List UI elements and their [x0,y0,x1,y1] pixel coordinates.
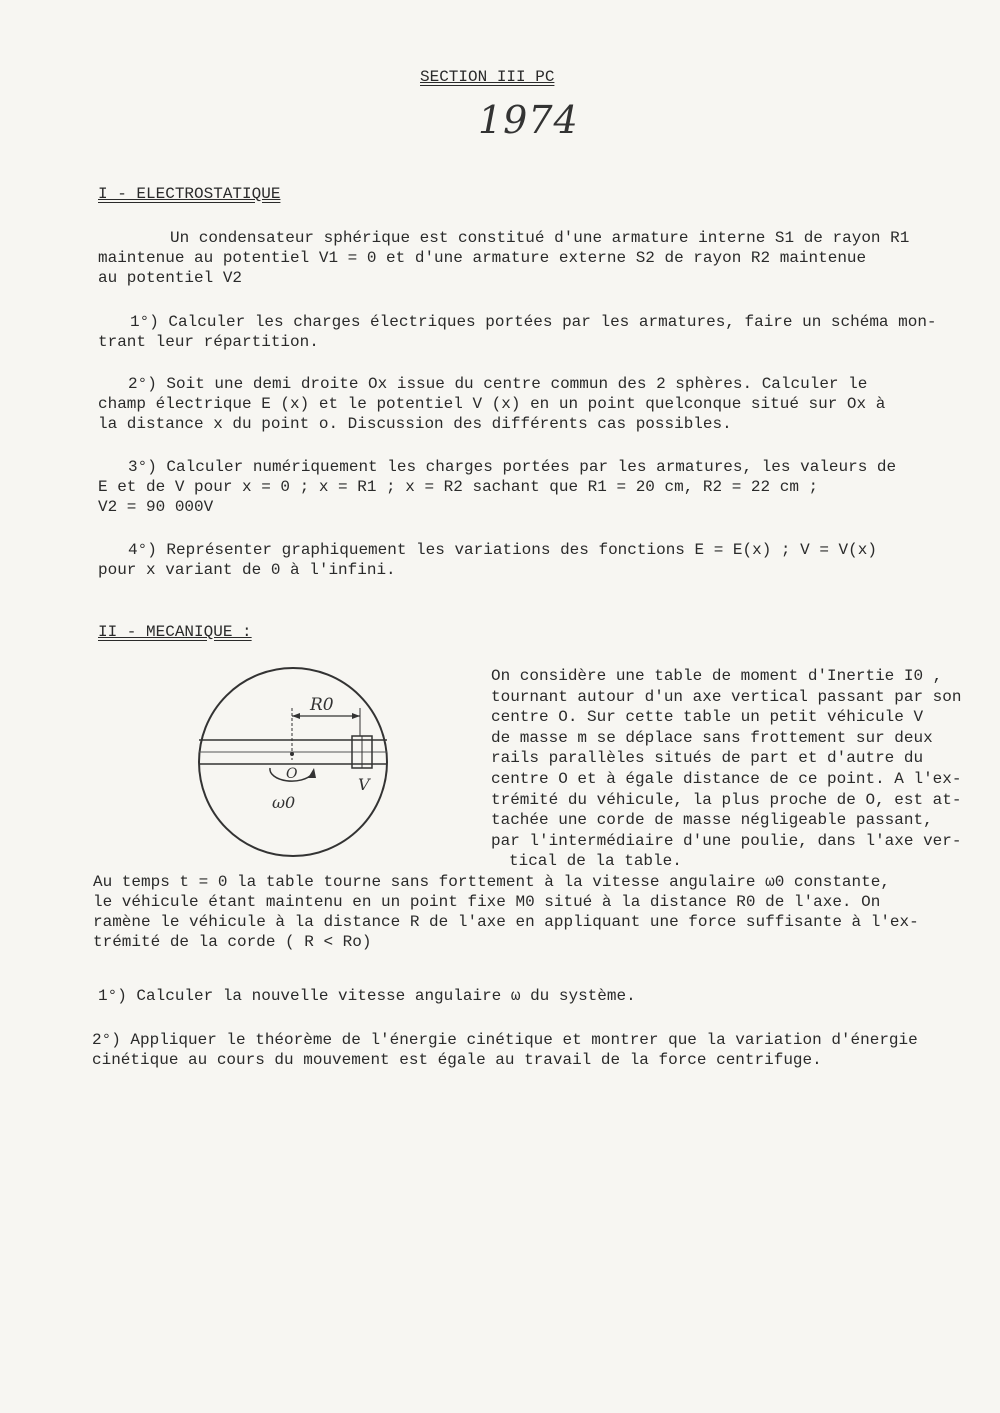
intro-line: maintenue au potentiel V1 = 0 et d'une armature externe S2 de rayon R2 maintenue [98,249,867,267]
table-circle [199,668,387,856]
side-text-line: centre O. Sur cette table un petit véhicule V [491,708,924,727]
full-text-line: le véhicule étant maintenu en un point fixe M0 situé à la distance R0 de l'axe. On [93,893,881,911]
r0-arrow-left [292,713,300,719]
side-text-line: rails parallèles situés de part et d'autre du [491,749,924,768]
question-line: E et de V pour x = 0 ; x = R1 ; x = R2 sachant que R1 = 20 cm, R2 = 22 cm ; [98,478,819,496]
section1-intro [98,228,909,288]
label-v: V [358,775,370,794]
question-line: trant leur répartition. [98,333,319,351]
label-omega0: ω0 [272,793,296,812]
side-text-line: de masse m se déplace sans frottement sur deux [491,728,933,747]
rotation-arrowhead [308,768,316,778]
question-line: 2°) Appliquer le théorème de l'énergie cinétique et montrer que la variation d'énergie [92,1031,918,1049]
section2-title: II - MECANIQUE : [98,623,252,641]
side-text-line: par l'intermédiaire d'une poulie, dans l'axe ver- [491,831,962,850]
question-line: pour x variant de 0 à l'infini. [98,561,396,579]
section2-question-1: 1°) Calculer la nouvelle vitesse angulaire ω du système. [98,987,636,1005]
rotating-table-diagram [190,664,400,864]
intro-line: au potentiel V2 [98,269,243,287]
side-text-line: trémité du véhicule, la plus proche de O, est at- [491,790,962,809]
section2-full-text [93,872,919,952]
side-text-line: tachée une corde de masse négligeable passant, [491,811,933,830]
full-text-line: trémité de la corde ( R < Ro) [93,933,372,951]
center-point [290,752,294,756]
section2-side-text [491,666,961,872]
handwritten-year: 1974 [478,98,579,142]
section1-question-3 [98,457,896,517]
question-line: 4°) Représenter graphiquement les variations des fonctions E = E(x) ; V = V(x) [128,541,877,559]
question-line: V2 = 90 000V [98,498,214,516]
section1-question-1 [98,312,937,352]
side-text-line: tournant autour d'un axe vertical passant par son [491,687,962,706]
question-line: champ électrique E (x) et le potentiel V (x) en un point quelconque situé sur Ox à [98,395,886,413]
label-r0: R0 [310,695,334,715]
r0-arrow-right [352,713,360,719]
intro-line: Un condensateur sphérique est constitué d'une armature interne S1 de rayon R1 [170,229,910,247]
section1-title: I - ELECTROSTATIQUE [98,185,281,203]
section2-question-2 [92,1030,918,1070]
side-text-line: centre O et à égale distance de ce point. A l'ex- [491,769,962,788]
question-line: 1°) Calculer les charges électriques portées par les armatures, faire un schéma mon- [130,313,937,331]
section1-question-2 [98,374,885,434]
side-text-line: tical de la table. [509,852,682,871]
full-text-line: ramène le véhicule à la distance R de l'axe en appliquant une force suffisante à l'ex- [93,913,919,931]
label-o: O [286,766,298,782]
question-line: la distance x du point o. Discussion des différents cas possibles. [98,415,732,433]
document-header: SECTION III PC [420,68,555,86]
question-line: cinétique au cours du mouvement est égale au travail de la force centrifuge. [92,1051,822,1069]
question-line: 3°) Calculer numériquement les charges portées par les armatures, les valeurs de [128,458,897,476]
section1-question-4 [98,540,877,580]
question-line: 2°) Soit une demi droite Ox issue du centre commun des 2 sphères. Calculer le [128,375,868,393]
full-text-line: Au temps t = 0 la table tourne sans forttement à la vitesse angulaire ω0 constante, [93,873,890,891]
side-text-line: On considère une table de moment d'Inertie I0 , [491,667,943,685]
